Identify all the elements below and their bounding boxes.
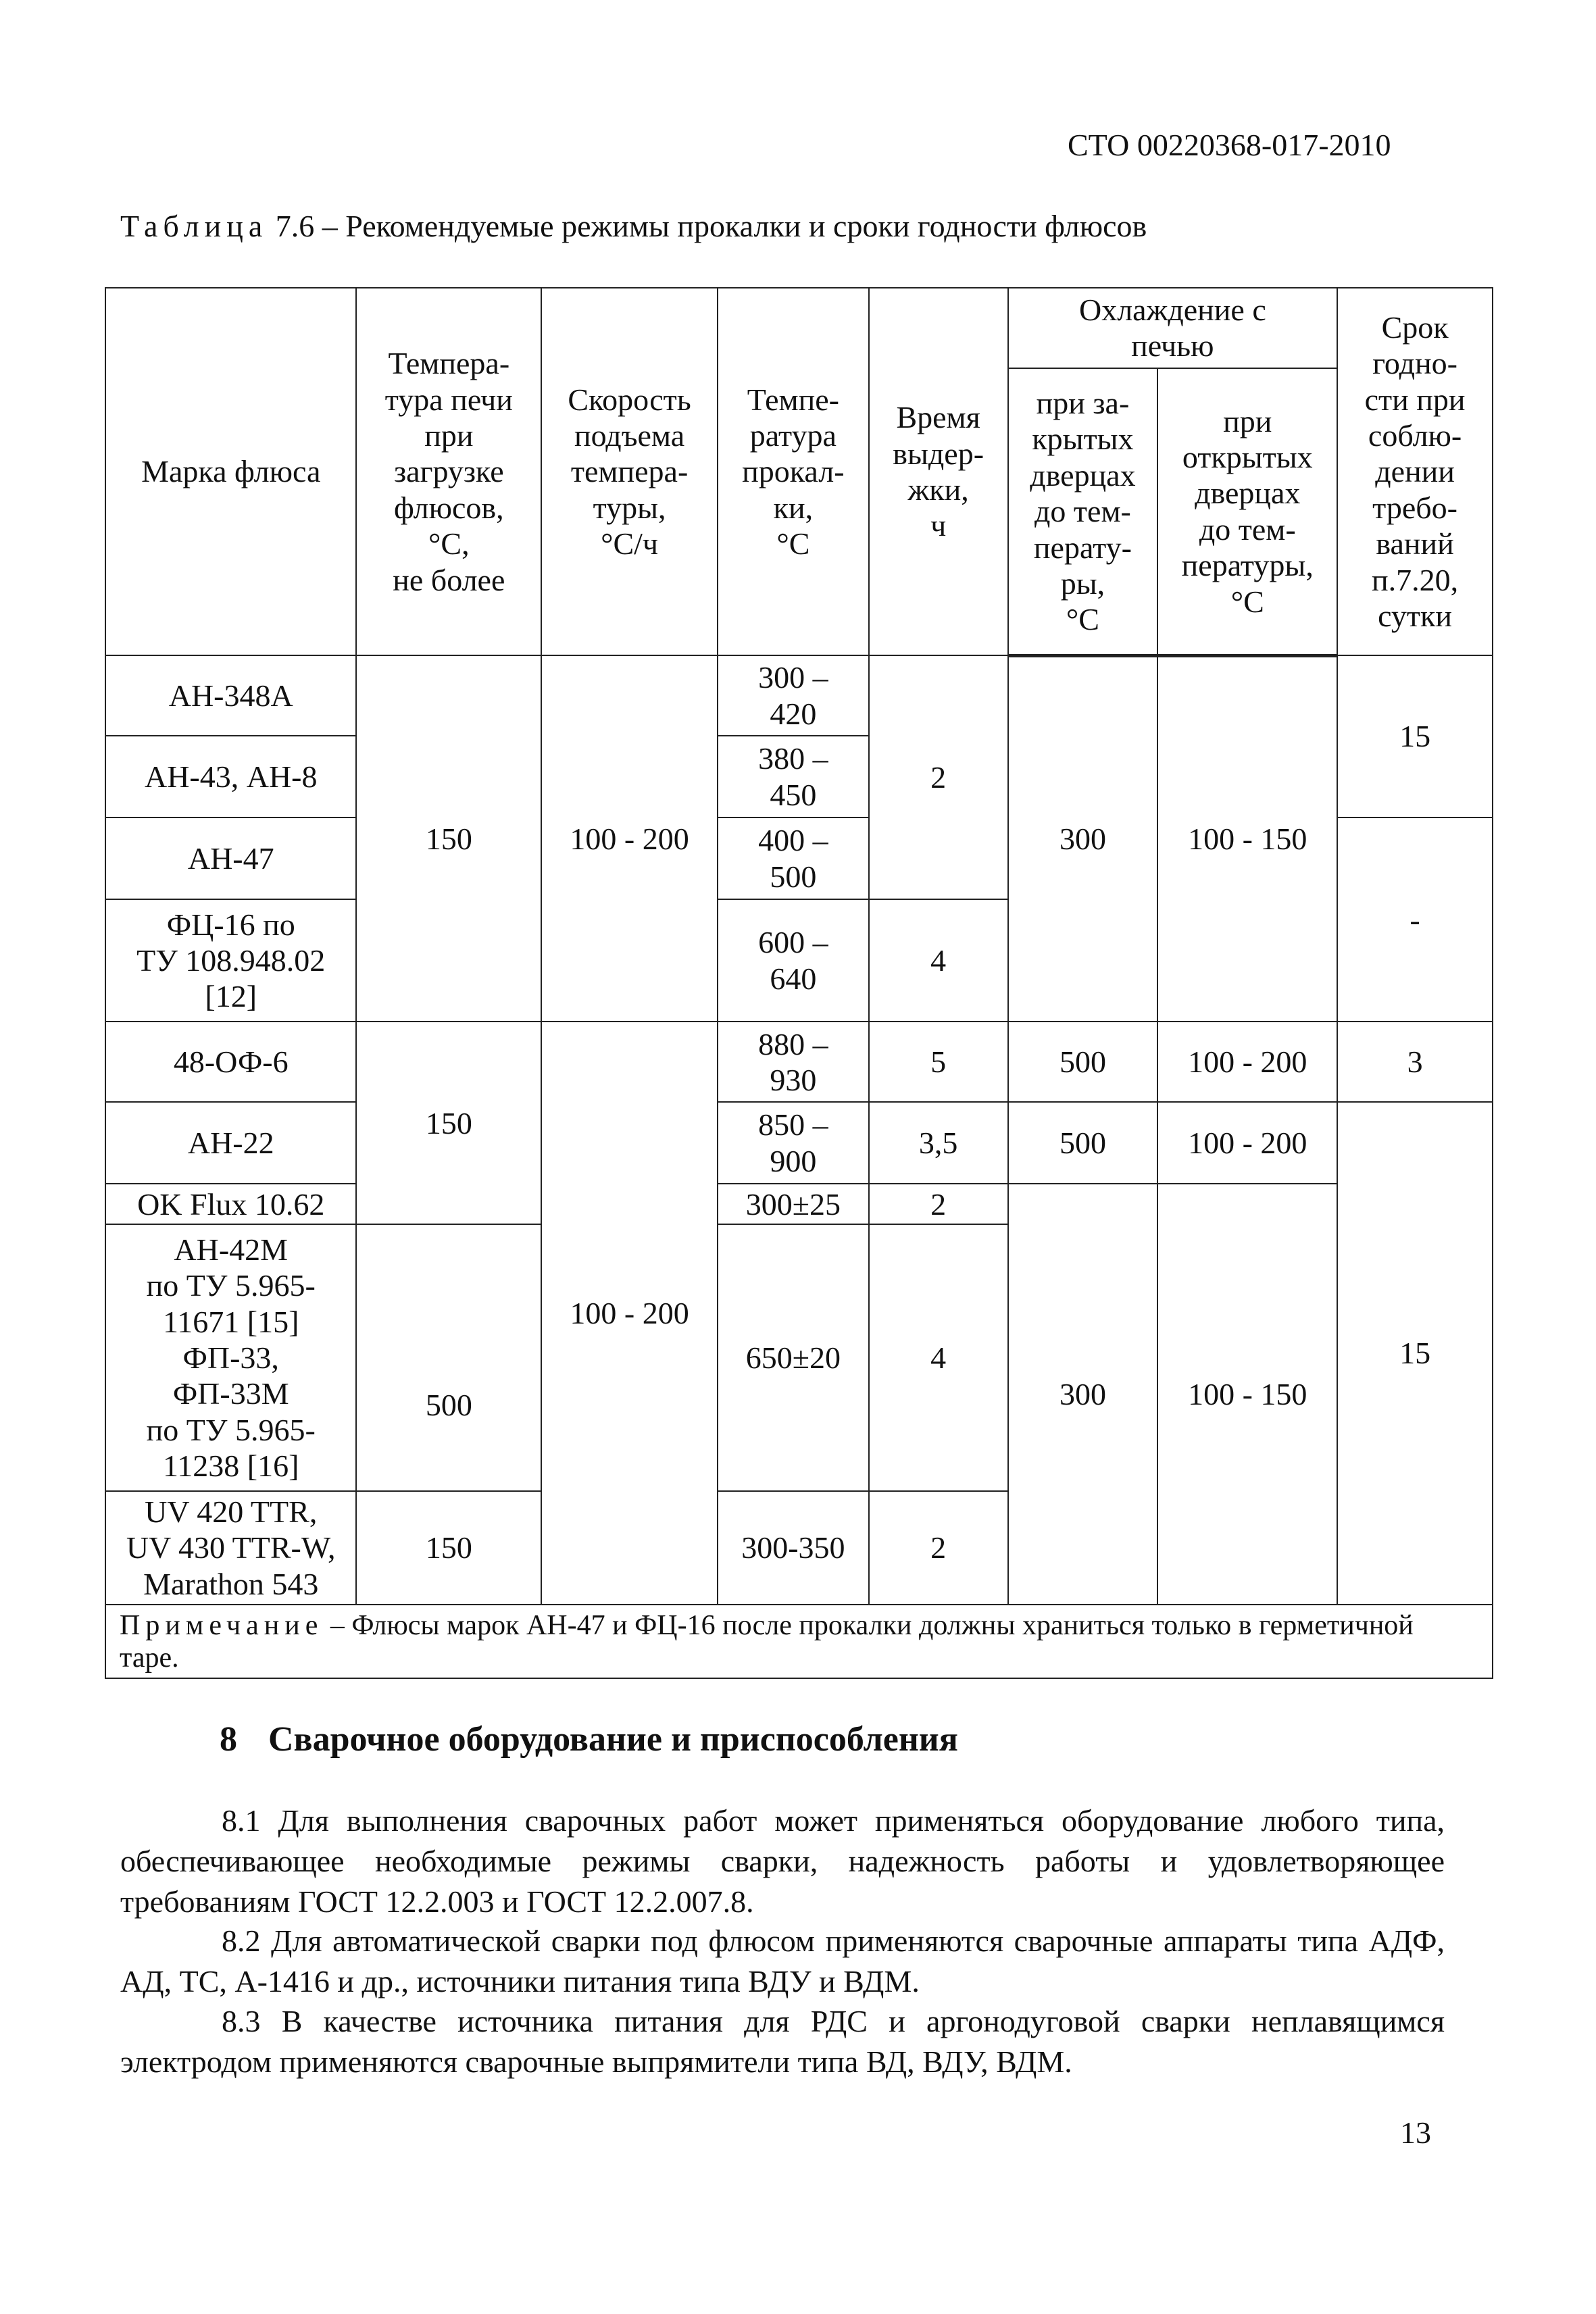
document-code: СТО 00220368-017-2010 <box>1068 128 1391 162</box>
header-load-temp: Темпера- тура печи при загрузке флюсов, °С, не более <box>356 288 541 655</box>
header-shelf-life: Срок годно- сти при соблю- дении требо- ваний п.7.20, сутки <box>1337 288 1493 655</box>
row-grade: 48-ОФ-6 <box>105 1022 356 1102</box>
cell-calc-temp: 600 – 640 <box>718 899 869 1022</box>
caption-text: 7.6 – Рекомендуемые режимы прокалки и сроки годности флюсов <box>275 209 1147 243</box>
row-grade: ФЦ-16 по ТУ 108.948.02 [12] <box>105 899 356 1022</box>
table-note <box>105 1605 1493 1678</box>
cell-cool-open: 100 - 200 <box>1157 1102 1337 1184</box>
cell-load-temp: 150 <box>356 655 541 1022</box>
header-heat-rate: Скорость подъема темпера- туры, °С/ч <box>541 288 718 655</box>
cell-calc-temp: 650±20 <box>718 1224 869 1491</box>
cell-load-temp: 500 <box>356 1224 541 1491</box>
cell-cool-open: 100 - 200 <box>1157 1022 1337 1102</box>
cell-cool-closed: 500 <box>1008 1022 1158 1102</box>
note-label: Примечание <box>120 1609 324 1641</box>
cell-load-temp: 150 <box>356 1491 541 1604</box>
header-cooling: Охлаждение с печью <box>1008 288 1338 368</box>
cell-hold-time: 2 <box>869 1491 1008 1604</box>
row-grade: OK Flux 10.62 <box>105 1184 356 1224</box>
cell-cool-closed: 300 <box>1008 655 1158 1022</box>
paragraph-8-2: 8.2 Для автоматической сварки под флюсом применяются сварочные аппараты типа АДФ, АД, ТС, А-1416 и др., источники питания типа ВДУ и ВДМ. <box>120 1923 1445 1998</box>
cell-hold-time: 5 <box>869 1022 1008 1102</box>
cell-calc-temp: 850 – 900 <box>718 1102 869 1184</box>
cell-shelf-life: 3 <box>1337 1022 1493 1102</box>
paragraph-8-3: 8.3 В качестве источника питания для РДС и аргонодуговой сварки неплавящимся электродом применяются сварочные выпрямители типа ВД, ВДУ, ВДМ. <box>120 2004 1445 2079</box>
cell-calc-temp: 880 – 930 <box>718 1022 869 1102</box>
cell-calc-temp: 300±25 <box>718 1184 869 1224</box>
caption-label: Таблица <box>120 209 268 243</box>
cell-cool-closed: 300 <box>1008 1184 1158 1604</box>
cell-cool-closed: 500 <box>1008 1102 1158 1184</box>
cell-calc-temp: 380 – 450 <box>718 736 869 818</box>
cell-heat-rate: 100 - 200 <box>541 655 718 1022</box>
header-flux-grade: Марка флюса <box>105 288 356 655</box>
section-number: 8 <box>220 1720 237 1759</box>
cell-shelf-life: 15 <box>1337 1102 1493 1604</box>
header-cool-closed: при за- крытых дверцах до тем- перату- ры, °С <box>1008 368 1158 655</box>
cell-shelf-life: - <box>1337 818 1493 1022</box>
cell-calc-temp: 300-350 <box>718 1491 869 1604</box>
paragraph-8-1: 8.1 Для выполнения сварочных работ может применяться оборудование любого типа, обеспечивающее необходимые режимы сварки, надежность работы и удовлетворяющее требованиям ГОСТ 12.2.003 и ГОСТ 12.2.007.8. <box>120 1803 1445 1919</box>
row-grade: АН-22 <box>105 1102 356 1184</box>
cell-heat-rate: 100 - 200 <box>541 1022 718 1604</box>
row-grade: АН-348А <box>105 655 356 736</box>
cell-calc-temp: 300 – 420 <box>718 655 869 736</box>
note-text: – Флюсы марок АН-47 и ФЦ-16 после прокалки должны храниться только в герметичной таре. <box>120 1609 1414 1674</box>
table-caption <box>120 208 1147 244</box>
calcination-table <box>105 287 1493 1679</box>
cell-shelf-life: 15 <box>1337 655 1493 818</box>
cell-hold-time: 2 <box>869 655 1008 899</box>
row-grade: АН-43, АН-8 <box>105 736 356 818</box>
section-title: Сварочное оборудование и приспособления <box>268 1720 958 1759</box>
header-hold-time: Время выдер- жки, ч <box>869 288 1008 655</box>
cell-hold-time: 4 <box>869 899 1008 1022</box>
cell-calc-temp: 400 – 500 <box>718 818 869 899</box>
header-calc-temp: Темпе- ратура прокал- ки, °С <box>718 288 869 655</box>
row-grade: UV 420 TTR, UV 430 TTR-W, Marathon 543 <box>105 1491 356 1604</box>
row-grade: АН-42М по ТУ 5.965- 11671 [15] ФП-33, ФП-33М по ТУ 5.965- 11238 [16] <box>105 1224 356 1491</box>
header-cool-open: при открытых дверцах до тем- пературы, °С <box>1157 368 1337 655</box>
cell-hold-time: 4 <box>869 1224 1008 1491</box>
page-number: 13 <box>1400 2115 1431 2150</box>
section-heading <box>220 1719 958 1759</box>
row-grade: АН-47 <box>105 818 356 899</box>
cell-cool-open: 100 - 150 <box>1157 655 1337 1022</box>
cell-hold-time: 2 <box>869 1184 1008 1224</box>
cell-load-temp: 150 <box>356 1022 541 1224</box>
cell-cool-open: 100 - 150 <box>1157 1184 1337 1604</box>
cell-hold-time: 3,5 <box>869 1102 1008 1184</box>
